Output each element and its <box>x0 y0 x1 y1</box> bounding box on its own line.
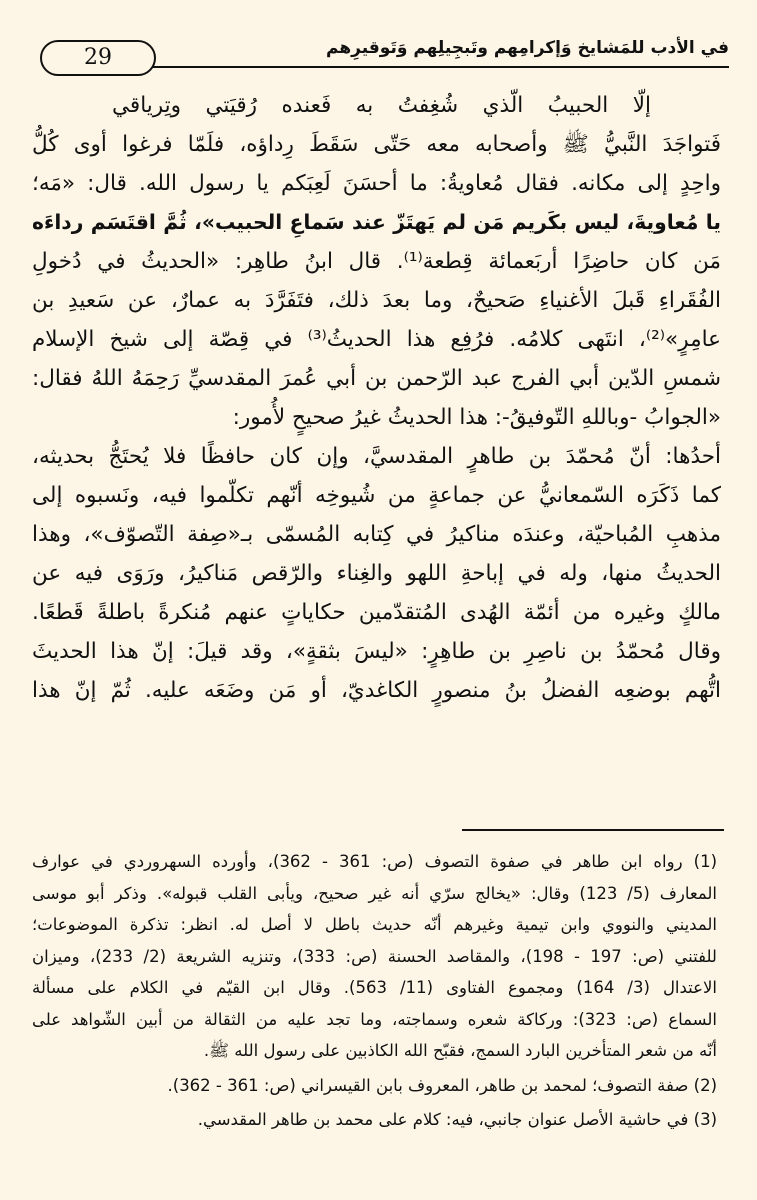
body-line: اتُّهم بوضعِه الفضلُ بنُ منصورٍ الكاغديّ، أو مَن وضَعَه عليه. ثُمّ إنّ هذا <box>32 678 721 703</box>
footnotes <box>32 846 717 1136</box>
body-line: أحدُها: أنّ مُحمّدَ بن طاهرٍ المقدسيَّ، وإن كان حافظًا فلا يُحتَجُّ بحديثه، <box>32 444 721 469</box>
footnote-2: (2) صفة التصوف؛ لمحمد بن طاهر، المعروف بابن القيسراني (ص: 361 - 362). <box>167 1075 717 1095</box>
footnote-divider <box>462 829 724 831</box>
body-line: «الجوابُ -وباللهِ التّوفيقُ-: هذا الحديثُ غيرُ صحيحٍ لأُمور: <box>232 405 721 430</box>
body-line: مذهبِ المُباحيّة، وعندَه مناكيرُ في كِتابه المُسمّى بـ«صِفة التّصوّف»، وهذا <box>32 522 721 547</box>
body-line: شمسِ الدّين أبي الفرج عبد الرّحمن بن أبي عُمرَ المقدسيِّ رَحِمَهُ اللهُ فقال: <box>32 366 721 391</box>
running-title: في الأدب للمَشايخ وَإكرامِهم وتَبجِيلِهم وَتَوقيرِهم <box>320 38 729 58</box>
footnote-line: (1) رواه ابن طاهر في صفوة التصوف (ص: 361 - 362)، وأورده السهروردي في عوارف <box>32 852 717 871</box>
footnote-line: السماع (ص: 323): وركاكة شعره وسماجته، وما تجد عليه من الثقالة من أبين الشّواهد على <box>32 1009 717 1029</box>
body-line: يا مُعاويةَ، ليس بكَريم مَن لم يَهتَزّ عند سَماعِ الحبيب»، ثُمَّ اقتَسَم رداءَه <box>32 210 721 234</box>
body-line: كما ذَكَرَه السّمعانيُّ عن جماعةٍ من شُيوخِه أنّهم تكلّموا فيه، ونَسبوه إلى <box>32 483 721 508</box>
running-header <box>28 38 729 82</box>
body-line: عامِرٍ»⁽²⁾، انتَهى كلامُه. فرُفِع هذا الحديثُ⁽³⁾ في قِصّة إلى شيخ الإسلام <box>32 327 721 352</box>
verse-line: إلّا الحبيبُ الّذي شُغِفتُ به فَعنده رُقيَتي وتِرياقي <box>112 93 651 118</box>
footnote-3: (3) في حاشية الأصل عنوان جانبي، فيه: كلام على محمد بن طاهر المقدسي. <box>197 1110 717 1129</box>
footnote-line: للفتني (ص: 197 - 198)، والمقاصد الحسنة (ص: 333)، وتنزيه الشريعة (2/ 233)، وميزان <box>32 946 717 966</box>
footnote-line: المعارف (5/ 123) وقال: «يخالج سرّي أنه غير صحيح، ويأبى القلب قبوله». وذكر أبو موسى <box>32 883 717 903</box>
footnote-line: المديني والنووي وابن تيمية وغيرهم أنّه حديث باطل لا أصل له. انظر: تذكرة الموضوعات؛ <box>32 915 717 934</box>
main-text <box>32 86 721 710</box>
footnote-line: أنّه من شعر المتأخرين البارد السمج، فقبّح الله الكاذبين على رسول الله ﷺ. <box>203 1041 717 1060</box>
body-line: مالكٍ وغيره من أئمّة الهُدى المُتقدّمين حكاياتٍ عنهم مُنكرةً باطلةً قَطعًا. <box>32 600 721 625</box>
page-number: 29 <box>40 40 156 76</box>
body-line: فَتواجَدَ النَّبيُّ ﷺ وأصحابه معه حَتّى سَقَطَ رِداؤه، فلَمّا فرغوا أوى كُلُّ <box>32 132 721 157</box>
body-line: الفُقَراءِ قَبلَ الأغنياءِ صَحيحٌ، وما بعدَ ذلك، فتَفَرَّدَ به عمارٌ، عن سَعيدِ بن <box>32 288 721 313</box>
header-rule <box>148 66 729 68</box>
footnote-line: الاعتدال (3/ 164) ومجموع الفتاوى (11/ 563). وقال ابن القيّم في الكلام على مسألة <box>32 978 717 997</box>
body-line: وقال مُحمّدُ بن ناصِرِ بن طاهِرٍ: «ليسَ بثقةٍ»، وقد قيلَ: إنّ هذا الحديثَ <box>32 639 721 664</box>
body-line: مَن كان حاضِرًا أربَعمائة قِطعة⁽¹⁾. قال ابنُ طاهِر: «الحديثُ في دُخولِ <box>32 249 722 274</box>
body-line: الحديثُ منها، وله في إباحةِ اللهو والغِناء والرّقص مَناكيرُ، ورَوَى فيه عن <box>32 561 721 586</box>
body-line: واحِدٍ إلى مكانه. فقال مُعاويةُ: ما أحسَنَ لَعِبَكم يا رسول الله. قال: «مَه؛ <box>32 171 721 196</box>
